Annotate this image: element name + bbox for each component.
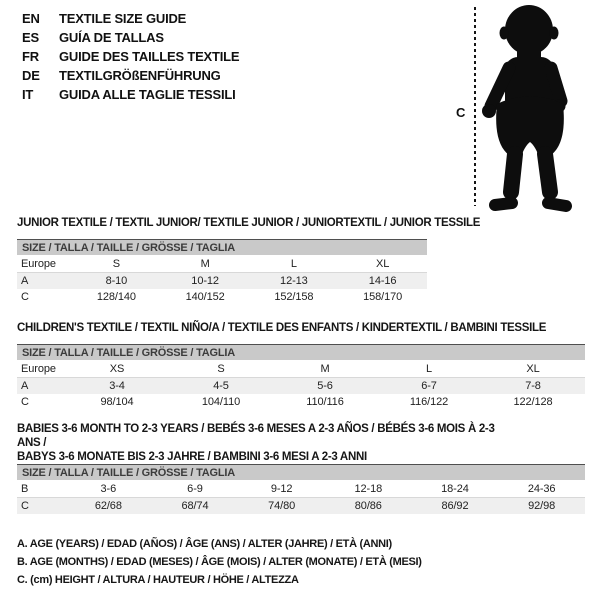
babies-title-line-2: BABYS 3-6 MONATE BIS 2-3 JAHRE / BAMBINI 3-6 MESI A 2-3 ANNI: [17, 451, 367, 463]
table-cell: 3-4: [65, 378, 169, 395]
junior-size-table: [17, 239, 427, 305]
language-header: [22, 9, 239, 104]
language-label: TEXTILGRÖßENFÜHRUNG: [59, 68, 221, 83]
table-cell: 152/158: [274, 291, 314, 303]
table-cell: 128/140: [96, 291, 136, 303]
table-row: [17, 481, 585, 498]
table-cell: 12-13: [250, 273, 339, 290]
junior-size-header-bar: SIZE / TALLA / TAILLE / GRÖSSE / TAGLIA: [17, 239, 427, 255]
children-table: [17, 361, 585, 410]
table-cell: 80/86: [325, 498, 412, 515]
row-label: Europe: [17, 256, 72, 273]
table-cell: M: [161, 256, 250, 273]
language-label: GUÍA DE TALLAS: [59, 30, 164, 45]
footnotes: [17, 535, 422, 589]
table-cell: S: [72, 256, 161, 273]
children-table-title: CHILDREN'S TEXTILE / TEXTIL NIÑO/A / TEXTILE DES ENFANTS / KINDERTEXTIL / BAMBINI TESSILE: [17, 322, 547, 334]
language-code: EN: [22, 11, 40, 26]
table-cell: 104/110: [201, 396, 241, 408]
table-cell: 24-36: [498, 481, 585, 498]
language-code: FR: [22, 49, 39, 64]
table-cell: 6-7: [377, 378, 481, 395]
table-cell: 9-12: [238, 481, 325, 498]
language-code: DE: [22, 68, 40, 83]
row-label: C: [21, 291, 29, 303]
junior-table-title: JUNIOR TEXTILE / TEXTIL JUNIOR/ TEXTILE JUNIOR / JUNIORTEXTIL / JUNIOR TESSILE: [17, 217, 481, 229]
table-cell: 8-10: [72, 273, 161, 290]
height-measure-dashed-line: [474, 7, 476, 206]
babies-title-line-1: BABIES 3-6 MONTH TO 2-3 YEARS / BEBÉS 3-6 MESES A 2-3 AÑOS / BÉBÉS 3-6 MOIS À 2-3 ANS /: [17, 423, 495, 449]
row-label: A: [17, 273, 72, 290]
height-measure-label: C: [456, 105, 466, 120]
table-cell: L: [377, 361, 481, 378]
baby-silhouette-icon: [479, 4, 579, 212]
table-cell: 110/116: [306, 396, 344, 408]
table-row: [17, 361, 585, 378]
language-label: TEXTILE SIZE GUIDE: [59, 11, 187, 26]
language-row-en: [22, 9, 239, 28]
language-code: IT: [22, 87, 34, 102]
table-cell: 116/122: [409, 396, 449, 408]
table-cell: 4-5: [169, 378, 273, 395]
babies-size-header-bar: SIZE / TALLA / TAILLE / GRÖSSE / TAGLIA: [17, 464, 585, 480]
table-row: [17, 394, 585, 410]
table-cell: L: [250, 256, 339, 273]
table-cell: 92/98: [498, 498, 585, 515]
language-row-fr: [22, 47, 239, 66]
table-cell: 74/80: [238, 498, 325, 515]
babies-table: [17, 481, 585, 514]
row-label: A: [17, 378, 65, 395]
table-cell: 98/104: [100, 396, 134, 408]
table-cell: 6-9: [152, 481, 239, 498]
table-cell: M: [273, 361, 377, 378]
row-label: Europe: [17, 361, 65, 378]
children-size-header-bar: SIZE / TALLA / TAILLE / GRÖSSE / TAGLIA: [17, 344, 585, 360]
table-cell: 14-16: [338, 273, 427, 290]
table-cell: 122/128: [513, 396, 553, 408]
table-cell: XL: [338, 256, 427, 273]
table-row: [17, 378, 585, 395]
table-cell: 7-8: [481, 378, 585, 395]
table-cell: XL: [481, 361, 585, 378]
table-row: [17, 256, 427, 273]
footnote-c: C. (cm) HEIGHT / ALTURA / HAUTEUR / HÖHE / ALTEZZA: [17, 574, 299, 586]
table-cell: 62/68: [65, 498, 152, 515]
language-label: GUIDE DES TAILLES TEXTILE: [59, 49, 240, 64]
language-row-it: [22, 85, 239, 104]
table-cell: 5-6: [273, 378, 377, 395]
junior-table: [17, 256, 427, 305]
language-row-de: [22, 66, 239, 85]
table-cell: 10-12: [161, 273, 250, 290]
table-cell: 18-24: [412, 481, 499, 498]
table-cell: 158/170: [363, 291, 403, 303]
table-cell: S: [169, 361, 273, 378]
table-cell: 3-6: [65, 481, 152, 498]
table-cell: XS: [65, 361, 169, 378]
footnote-b: B. AGE (MONTHS) / EDAD (MESES) / ÂGE (MOIS) / ALTER (MONATE) / ETÀ (MESI): [17, 556, 422, 568]
language-code: ES: [22, 30, 39, 45]
footnote-a: A. AGE (YEARS) / EDAD (AÑOS) / ÂGE (ANS) / ALTER (JAHRE) / ETÀ (ANNI): [17, 538, 392, 550]
table-cell: 68/74: [152, 498, 239, 515]
language-label: GUIDA ALLE TAGLIE TESSILI: [59, 87, 236, 102]
language-row-es: [22, 28, 239, 47]
table-cell: 140/152: [185, 291, 225, 303]
row-label: B: [17, 481, 65, 498]
table-row: [17, 498, 585, 515]
table-cell: 12-18: [325, 481, 412, 498]
babies-size-table: [17, 464, 585, 514]
children-size-table: [17, 344, 585, 410]
row-label: C: [21, 396, 29, 408]
babies-table-title: [17, 422, 517, 464]
row-label: C: [17, 498, 65, 515]
table-row: [17, 273, 427, 290]
table-cell: 86/92: [412, 498, 499, 515]
table-row: [17, 289, 427, 305]
